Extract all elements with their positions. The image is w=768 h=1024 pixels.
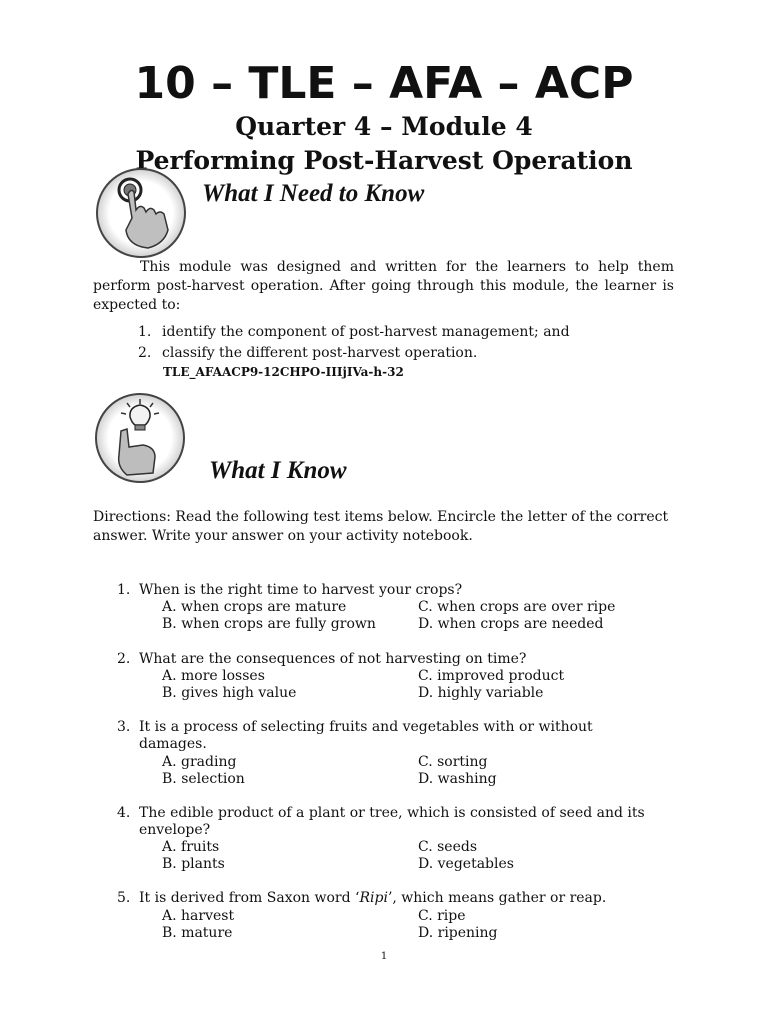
section-heading-what-i-know: What I Know <box>209 457 347 484</box>
question-item: 2. What are the consequences of not harvesting on time? <box>117 651 527 667</box>
choice-b[interactable]: B. mature <box>162 925 233 941</box>
question-item: 5. It is derived from Saxon word ‘Ripi’, which means gather or reap. <box>117 890 607 906</box>
choice-b[interactable]: B. selection <box>162 771 245 787</box>
choice-a[interactable]: A. fruits <box>162 839 220 855</box>
choice-d[interactable]: D. washing <box>418 771 497 787</box>
choice-d[interactable]: D. highly variable <box>418 685 544 701</box>
question-item: 3. It is a process of selecting fruits and vegetables with or without damages. <box>117 719 593 752</box>
choice-d[interactable]: D. vegetables <box>418 856 514 872</box>
choice-b[interactable]: B. plants <box>162 856 225 872</box>
choice-c[interactable]: C. improved product <box>418 668 565 684</box>
choice-c[interactable]: C. sorting <box>418 754 488 770</box>
module-title: Performing Post-Harvest Operation <box>135 146 633 175</box>
directions-text: Directions: Read the following test items below. Encircle the letter of the correct answer. Write your answer on your activity notebook. <box>93 509 669 544</box>
finger-lightbulb-icon <box>95 393 185 483</box>
choice-b[interactable]: B. gives high value <box>162 685 297 701</box>
choice-a[interactable]: A. harvest <box>162 908 235 924</box>
objective-item: 1. identify the component of post-harvest management; and <box>138 324 570 340</box>
choice-c[interactable]: C. when crops are over ripe <box>418 599 616 615</box>
choice-a[interactable]: A. grading <box>162 754 237 770</box>
italic-term: Ripi <box>359 890 388 906</box>
choice-a[interactable]: A. when crops are mature <box>162 599 347 615</box>
choice-c[interactable]: C. seeds <box>418 839 478 855</box>
quarter-module-subtitle: Quarter 4 – Module 4 <box>235 112 533 141</box>
objective-item: 2. classify the different post-harvest operation. <box>138 345 478 361</box>
choice-c[interactable]: C. ripe <box>418 908 466 924</box>
choice-a[interactable]: A. more losses <box>162 668 265 684</box>
page-number: 1 <box>380 951 388 962</box>
choice-d[interactable]: D. when crops are needed <box>418 616 604 632</box>
question-item: 4. The edible product of a plant or tree, which is consisted of seed and its envelope? <box>117 805 645 838</box>
intro-paragraph: This module was designed and written for the learners to help them perform post-harvest operation. After going through this module, the learner is expected to: <box>93 259 674 313</box>
section-heading-what-i-need-to-know: What I Need to Know <box>202 180 425 207</box>
page-title: 10 – TLE – AFA – ACP <box>134 58 634 109</box>
question-item: 1. When is the right time to harvest your crops? <box>117 582 463 598</box>
choice-d[interactable]: D. ripening <box>418 925 498 941</box>
competency-code: TLE_AFAACP9-12CHPO-IIIjIVa-h-32 <box>163 365 404 379</box>
choice-b[interactable]: B. when crops are fully grown <box>162 616 376 632</box>
pointing-hand-icon <box>96 168 186 258</box>
